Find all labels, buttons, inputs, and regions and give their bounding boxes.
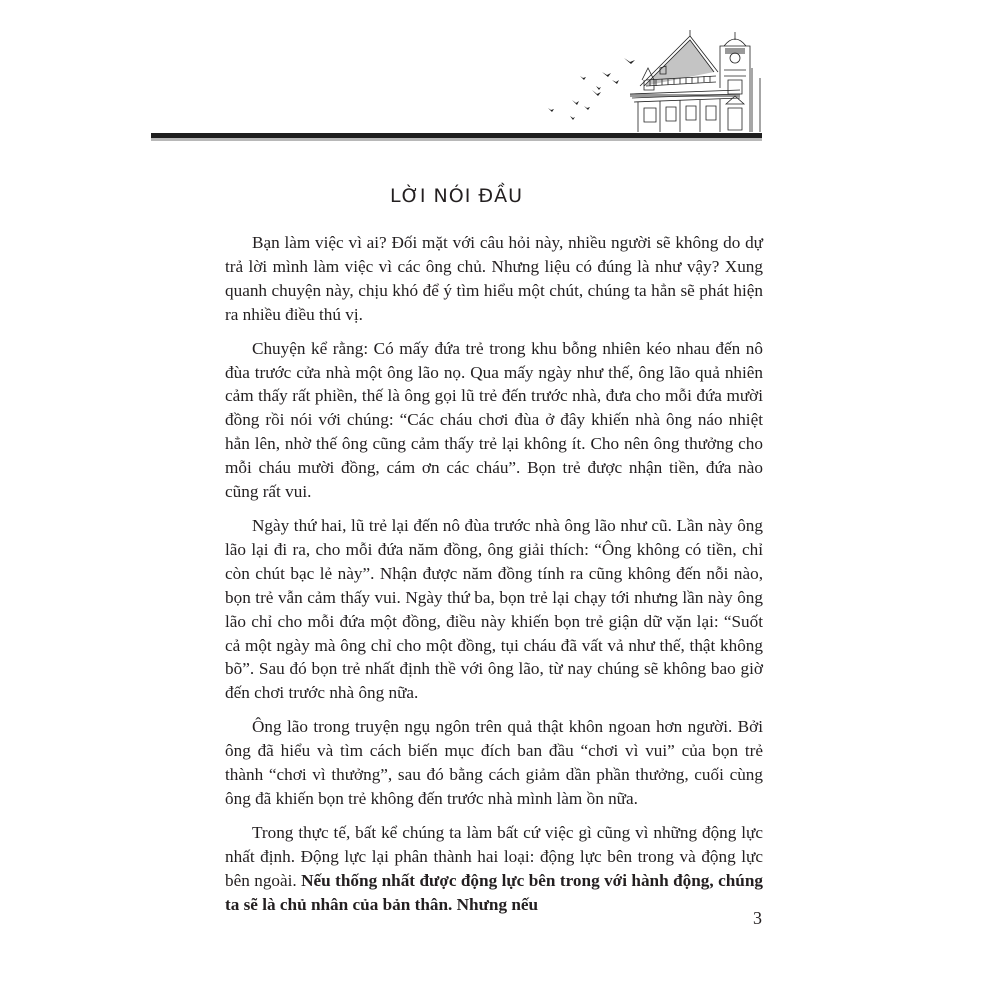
paragraph: Bạn làm việc vì ai? Đối mặt với câu hỏi này, nhiều người sẽ không do dự trả lời mình làm việc vì các ông chủ. Nhưng liệu có đúng là như vậy? Xung quanh chuyện này, chịu khó để ý tìm hiểu một chút, chúng ta hẳn sẽ phát hiện ra nhiều điều thú vị. [225, 233, 763, 324]
paragraph-bold-text: Nếu thống nhất được động lực bên trong với hành động, chúng ta sẽ là chủ nhân của bản thân. Nhưng nếu [225, 870, 763, 914]
body-text [225, 231, 763, 916]
paragraph: Chuyện kể rằng: Có mấy đứa trẻ trong khu bỗng nhiên kéo nhau đến nô đùa trước cửa nhà một ông lão nọ. Qua mấy ngày như thế, ông lão quả nhiên cảm thấy rất phiền, thế là ông gọi lũ trẻ đến trước nhà, đưa cho mỗi đứa mười đồng rồi nói với chúng: “Các cháu chơi đùa ở đây khiến nhà ông náo nhiệt hẳn lên, nhờ thế ông cũng cảm thấy trẻ lại không ít. Cho nên ông thưởng cho mỗi cháu mười đồng, cám ơn các cháu”. Bọn trẻ được nhận tiền, đứa nào cũng rất vui. [225, 338, 763, 502]
page-number: 3 [753, 908, 762, 928]
header-rule-shadow [151, 138, 762, 141]
building-birds-illustration [540, 28, 770, 138]
chapter-title: LỜI NÓI ĐẦU [389, 184, 523, 207]
paragraph [225, 821, 763, 917]
paragraph: Ngày thứ hai, lũ trẻ lại đến nô đùa trước nhà ông lão như cũ. Lần này ông lão lại đi ra, cho mỗi đứa năm đồng, ông giải thích: “Ông không có tiền, chỉ còn chút bạc lẻ này”. Nhận được năm đồng tính ra cũng không đến nỗi nào, bọn trẻ vẫn cảm thấy vui. Ngày thứ ba, bọn trẻ lại chạy tới nhưng lần này ông lão chỉ cho mỗi đứa một đồng, điều này khiến bọn trẻ giận dữ vặn lại: “Suốt cả một ngày mà ông chỉ cho một đồng, tụi cháu đã vất vả như thế, thật không bõ”. Sau đó bọn trẻ nhất định thề với ông lão, từ nay chúng sẽ không bao giờ đến chơi trước nhà ông nữa. [225, 515, 763, 703]
birds-icon [548, 58, 635, 120]
paragraph-regular-text: Trong thực tế, bất kể chúng ta làm bất cứ việc gì cũng vì những động lực nhất định. Động lực lại phân thành hai loại: động lực bên trong và động lực bên ngoài. [225, 822, 763, 890]
paragraph: Ông lão trong truyện ngụ ngôn trên quả thật khôn ngoan hơn người. Bởi ông đã hiểu và tìm cách biến mục đích ban đầu “chơi vì vui” của bọn trẻ thành “chơi vì thưởng”, sau đó bằng cách giảm dần phần thưởng, cuối cùng ông đã khiến bọn trẻ không đến trước nhà mình làm ồn nữa. [225, 717, 763, 808]
